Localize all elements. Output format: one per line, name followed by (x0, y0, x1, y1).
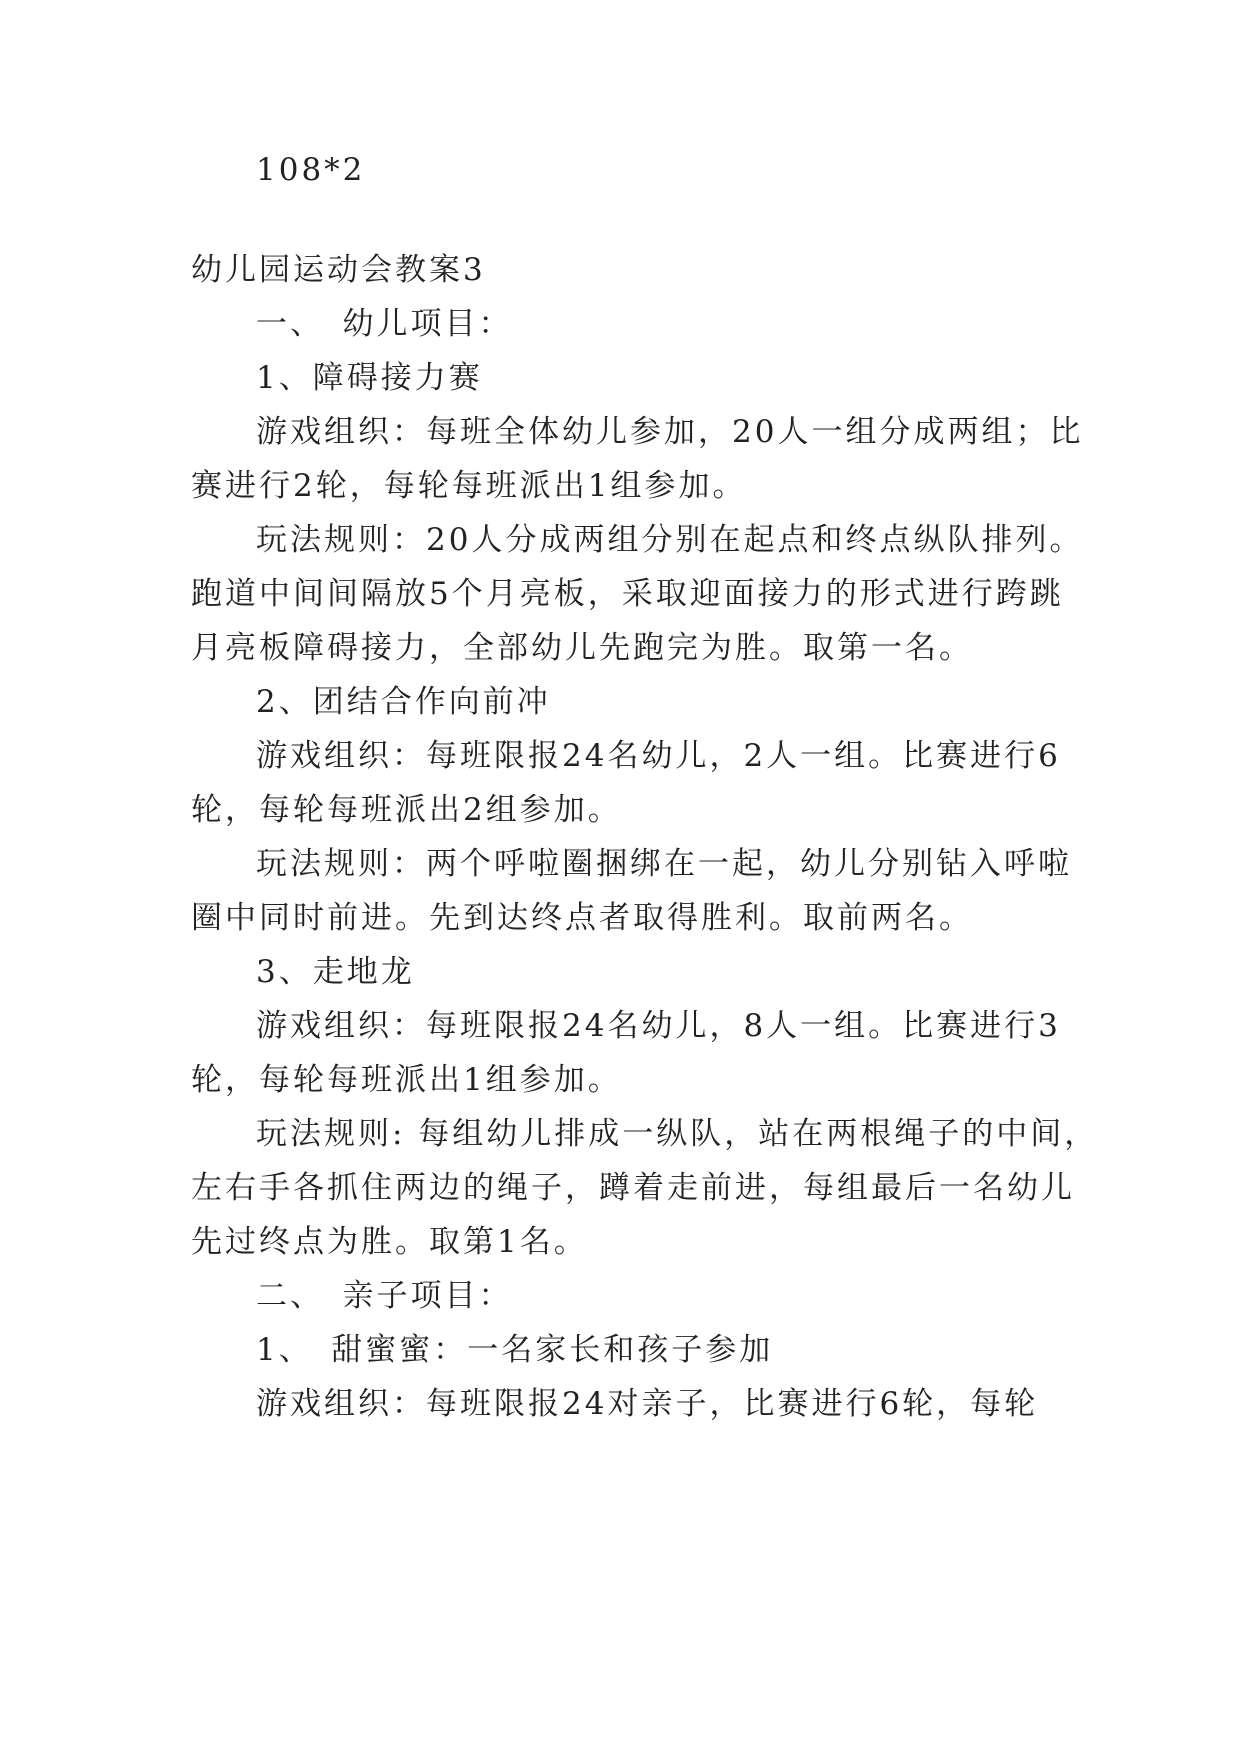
item-heading-ground-dragon: 3、走地龙 (256, 954, 415, 990)
paragraph-line: 月亮板障碍接力，全部幼儿先跑完为胜。取第一名。 (191, 630, 973, 666)
paragraph-line: 游戏组织：每班限报24名幼儿，8人一组。比赛进行3 (256, 1008, 1061, 1044)
paragraph-line: 玩法规则：20人分成两组分别在起点和终点纵队排列。 (256, 522, 1084, 558)
paragraph-line: 游戏组织：每班全体幼儿参加，20人一组分成两组；比 (256, 414, 1084, 450)
paragraph-line: 轮，每轮每班派出2组参加。 (191, 792, 622, 828)
item-heading-obstacle-relay: 1、障碍接力赛 (256, 360, 483, 396)
item-heading-teamwork: 2、团结合作向前冲 (256, 684, 551, 720)
paragraph-line: 游戏组织：每班限报24对亲子，比赛进行6轮，每轮 (256, 1386, 1039, 1422)
heading-children-items: 一、 幼儿项目： (256, 306, 513, 342)
item-heading-sweet: 1、 甜蜜蜜：一名家长和孩子参加 (256, 1332, 774, 1368)
formula-line: 108*2 (256, 152, 366, 188)
paragraph-line: 游戏组织：每班限报24名幼儿，2人一组。比赛进行6 (256, 738, 1061, 774)
paragraph-line: 玩法规则：两个呼啦圈捆绑在一起，幼儿分别钻入呼啦 (256, 846, 1072, 882)
paragraph-line: 玩法规则: 每组幼儿排成一纵队，站在两根绳子的中间， (256, 1116, 1099, 1152)
paragraph-line: 跑道中间间隔放5个月亮板，采取迎面接力的形式进行跨跳 (191, 576, 1064, 612)
paragraph-line: 赛进行2轮，每轮每班派出1组参加。 (191, 468, 747, 504)
paragraph-line: 轮，每轮每班派出1组参加。 (191, 1062, 622, 1098)
paragraph-line: 左右手各抓住两边的绳子，蹲着走前进，每组最后一名幼儿 (191, 1170, 1075, 1206)
section-title: 幼儿园运动会教案3 (191, 252, 486, 288)
paragraph-line: 先过终点为胜。取第1名。 (191, 1224, 588, 1260)
paragraph-line: 圈中同时前进。先到达终点者取得胜利。取前两名。 (191, 900, 973, 936)
heading-parent-child-items: 二、 亲子项目： (256, 1278, 513, 1314)
